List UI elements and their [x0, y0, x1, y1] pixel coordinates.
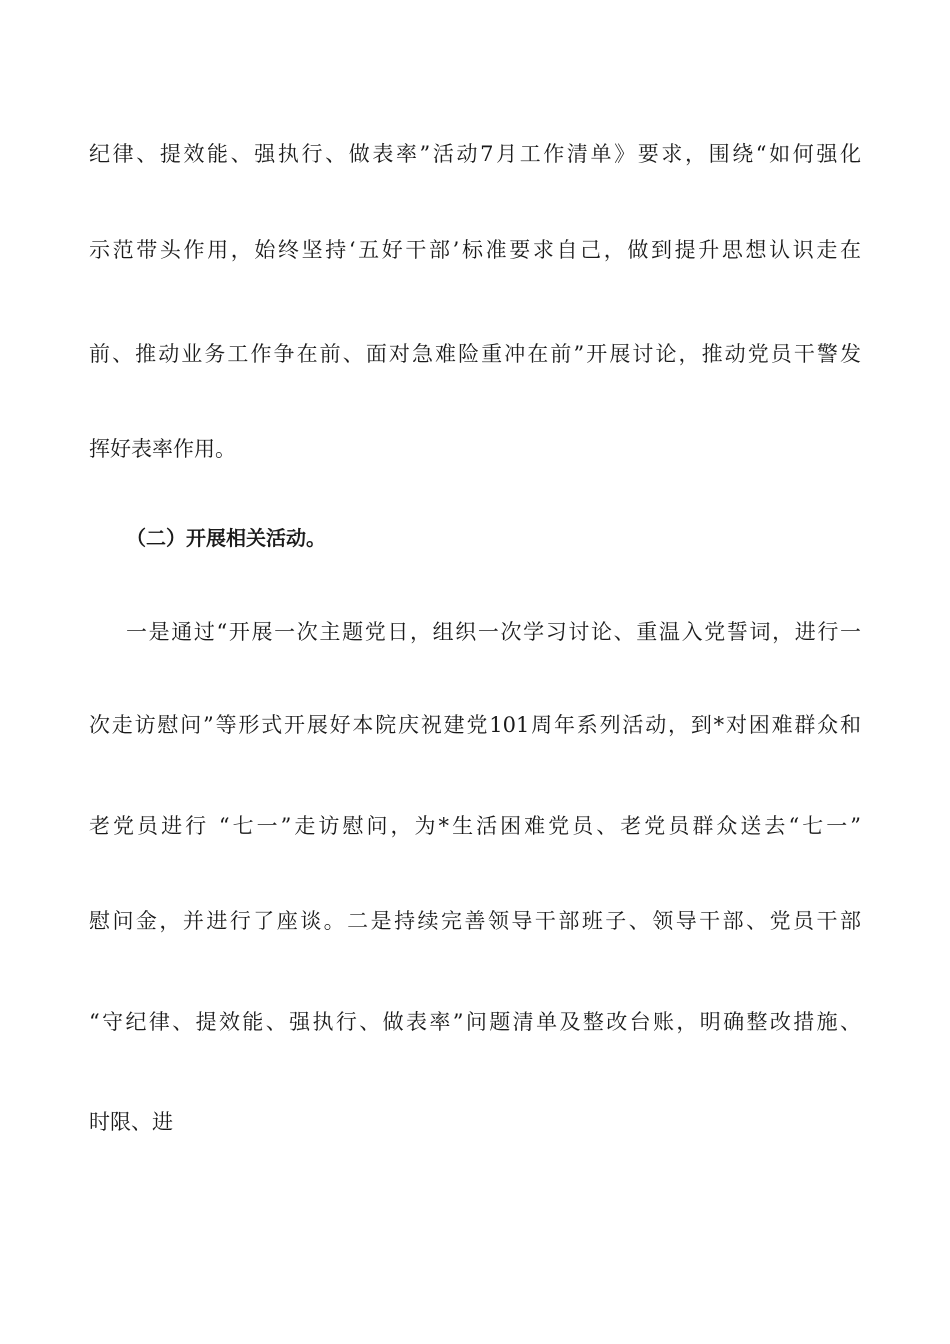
paragraph-line: 示范带头作用，始终坚持‘五好干部’标准要求自己，做到提升思想认识走在 — [89, 238, 861, 262]
paragraph-line: 慰问金，并进行了座谈。二是持续完善领导干部班子、领导干部、党员干部 — [89, 909, 861, 933]
section-heading: （二）开展相关活动。 — [126, 526, 326, 550]
paragraph-line: 前、推动业务工作争在前、面对急难险重冲在前”开展讨论，推动党员干警发 — [89, 342, 861, 366]
paragraph-line: 时限、进 — [89, 1110, 173, 1134]
paragraph-line: 次走访慰问”等形式开展好本院庆祝建党101周年系列活动，到*对困难群众和 — [89, 713, 861, 737]
paragraph-line: 挥好表率作用。 — [89, 437, 236, 461]
paragraph-line: 一是通过“开展一次主题党日，组织一次学习讨论、重温入党誓词，进行一 — [126, 620, 861, 644]
paragraph-line: 老党员进行 “七一”走访慰问，为*生活困难党员、老党员群众送去“七一” — [89, 814, 861, 838]
paragraph-line: “守纪律、提效能、强执行、做表率”问题清单及整改台账，明确整改措施、 — [89, 1010, 861, 1034]
paragraph-line: 纪律、提效能、强执行、做表率”活动7月工作清单》要求，围绕“如何强化 — [89, 142, 861, 166]
